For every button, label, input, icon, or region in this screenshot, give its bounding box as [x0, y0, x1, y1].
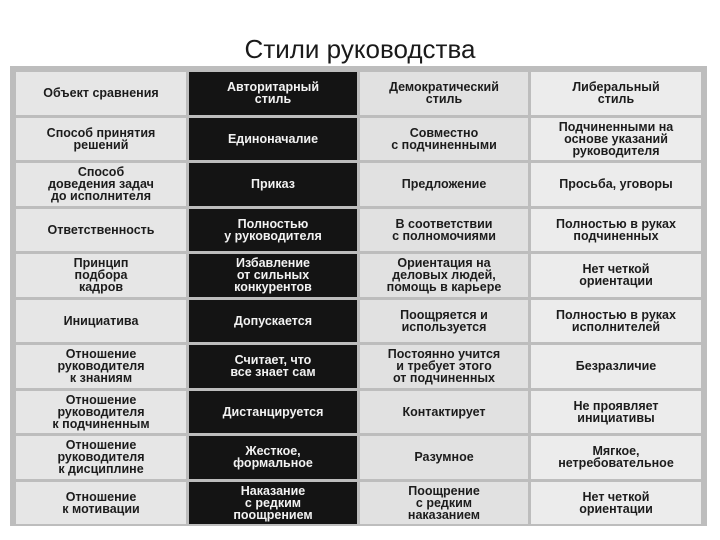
table-cell-liberal: Не проявляет инициативы: [531, 391, 701, 434]
table-cell-liberal: Подчиненными на основе указаний руководителя: [531, 118, 701, 161]
table-cell-criterion: Способ доведения задач до исполнителя: [16, 163, 186, 206]
table-cell-liberal: Просьба, уговоры: [531, 163, 701, 206]
table-cell-authoritarian: Единоначалие: [189, 118, 357, 161]
table-cell-authoritarian: Наказание с редким поощрением: [189, 482, 357, 525]
header-cell-criterion: Объект сравнения: [16, 72, 186, 115]
table-cell-authoritarian: Дистанцируется: [189, 391, 357, 434]
table-cell-liberal: Полностью в руках подчиненных: [531, 209, 701, 252]
table-cell-authoritarian: Избавление от сильных конкурентов: [189, 254, 357, 297]
table-cell-liberal: Нет четкой ориентации: [531, 482, 701, 525]
table-cell-criterion: Ответственность: [16, 209, 186, 252]
table-cell-authoritarian: Жесткое, формальное: [189, 436, 357, 479]
table-cell-democratic: Совместно с подчиненными: [360, 118, 528, 161]
table-cell-democratic: Постоянно учится и требует этого от подчиненных: [360, 345, 528, 388]
table-cell-authoritarian: Полностью у руководителя: [189, 209, 357, 252]
table-cell-criterion: Инициатива: [16, 300, 186, 343]
table-cell-criterion: Отношение руководителя к подчиненным: [16, 391, 186, 434]
table-cell-democratic: Контактирует: [360, 391, 528, 434]
table-cell-criterion: Отношение руководителя к дисциплине: [16, 436, 186, 479]
table-cell-democratic: В соответствии с полномочиями: [360, 209, 528, 252]
header-cell-democratic: Демократический стиль: [360, 72, 528, 115]
table-grid: [16, 72, 701, 524]
table-cell-democratic: Предложение: [360, 163, 528, 206]
header-cell-liberal: Либеральный стиль: [531, 72, 701, 115]
table-cell-liberal: Полностью в руках исполнителей: [531, 300, 701, 343]
table-cell-criterion: Способ принятия решений: [16, 118, 186, 161]
table-cell-authoritarian: Приказ: [189, 163, 357, 206]
table-cell-democratic: Разумное: [360, 436, 528, 479]
table-cell-criterion: Принцип подбора кадров: [16, 254, 186, 297]
table-cell-democratic: Ориентация на деловых людей, помощь в карьере: [360, 254, 528, 297]
table-cell-democratic: Поощрение с редким наказанием: [360, 482, 528, 525]
table-cell-liberal: Безразличие: [531, 345, 701, 388]
table-cell-criterion: Отношение к мотивации: [16, 482, 186, 525]
table-cell-authoritarian: Допускается: [189, 300, 357, 343]
table-cell-liberal: Мягкое, нетребовательное: [531, 436, 701, 479]
table-cell-criterion: Отношение руководителя к знаниям: [16, 345, 186, 388]
table-cell-liberal: Нет четкой ориентации: [531, 254, 701, 297]
slide-title: Стили руководства: [244, 34, 476, 64]
table-cell-democratic: Поощряется и используется: [360, 300, 528, 343]
leadership-styles-table: [10, 66, 707, 526]
header-cell-authoritarian: Авторитарный стиль: [189, 72, 357, 115]
table-cell-authoritarian: Считает, что все знает сам: [189, 345, 357, 388]
